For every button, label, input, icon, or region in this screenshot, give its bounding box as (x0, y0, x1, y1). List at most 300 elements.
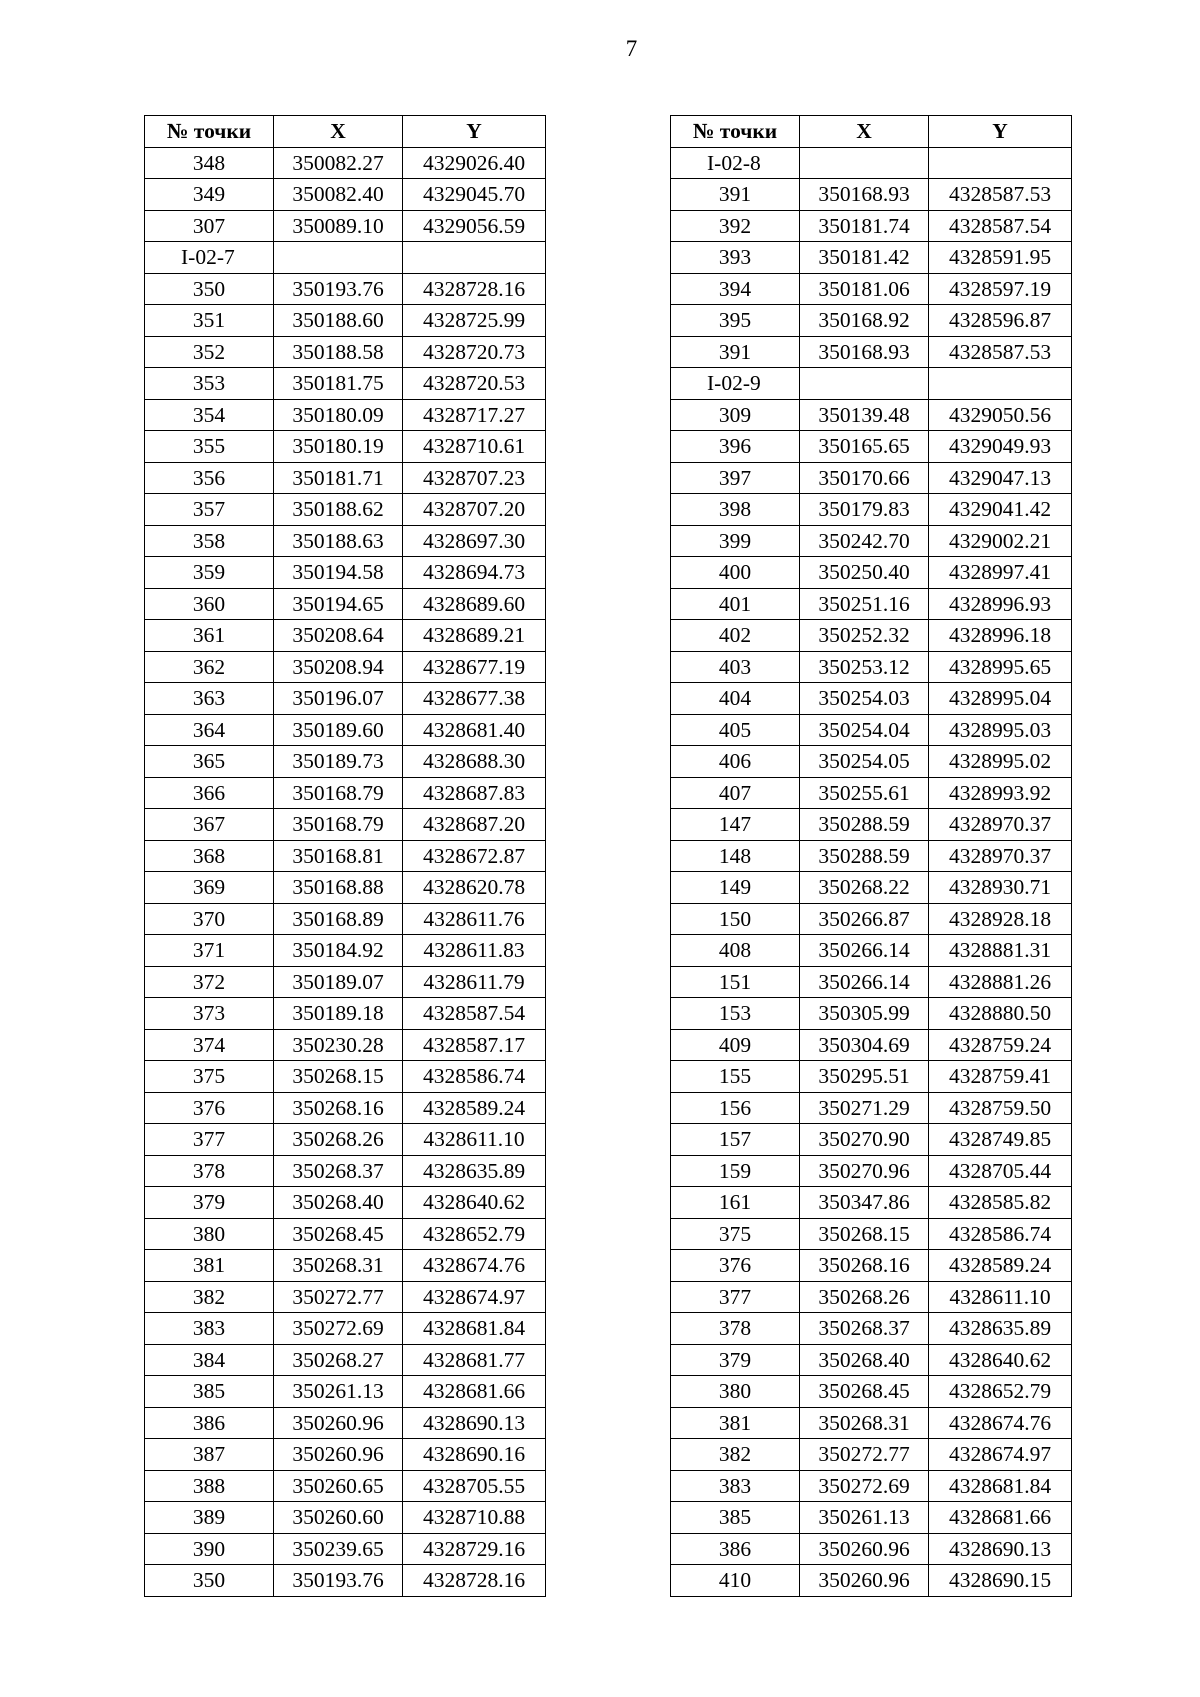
cell-y: 4328690.13 (929, 1533, 1072, 1565)
table-row (145, 809, 546, 841)
cell-y: 4328930.71 (929, 872, 1072, 904)
cell-point-number: 389 (145, 1502, 274, 1534)
cell-x: 350188.60 (274, 305, 403, 337)
cell-y: 4328681.66 (403, 1376, 546, 1408)
cell-x: 350254.03 (800, 683, 929, 715)
coordinates-table-left (144, 115, 546, 1597)
cell-x: 350260.96 (800, 1533, 929, 1565)
table-row (671, 494, 1072, 526)
cell-point-number: 354 (145, 399, 274, 431)
cell-x: 350168.79 (274, 809, 403, 841)
cell-x: 350260.60 (274, 1502, 403, 1534)
cell-x: 350266.14 (800, 966, 929, 998)
cell-point-number: 406 (671, 746, 800, 778)
header-point-number: № точки (671, 116, 800, 148)
header-row (145, 116, 546, 148)
cell-x: 350181.71 (274, 462, 403, 494)
table-row (145, 935, 546, 967)
cell-y: 4329056.59 (403, 210, 546, 242)
table-row (145, 1344, 546, 1376)
cell-point-number: 366 (145, 777, 274, 809)
cell-x: 350268.16 (274, 1092, 403, 1124)
cell-x: 350288.59 (800, 840, 929, 872)
cell-x: 350165.65 (800, 431, 929, 463)
table-row (671, 1124, 1072, 1156)
cell-y: 4328995.02 (929, 746, 1072, 778)
cell-point-number: 382 (145, 1281, 274, 1313)
table-row (671, 1061, 1072, 1093)
table-row (145, 1029, 546, 1061)
table-row (145, 903, 546, 935)
table-row (145, 651, 546, 683)
cell-x: 350194.65 (274, 588, 403, 620)
cell-point-number: 149 (671, 872, 800, 904)
cell-y: 4328707.23 (403, 462, 546, 494)
table-row (671, 1502, 1072, 1534)
cell-point-number: 375 (145, 1061, 274, 1093)
cell-point-number: 373 (145, 998, 274, 1030)
cell-y: 4328587.54 (929, 210, 1072, 242)
cell-point-number: 378 (671, 1313, 800, 1345)
cell-x: 350193.76 (274, 273, 403, 305)
cell-x (274, 242, 403, 274)
cell-x: 350194.58 (274, 557, 403, 589)
table-row (671, 1533, 1072, 1565)
cell-point-number: 147 (671, 809, 800, 841)
cell-y: 4328717.27 (403, 399, 546, 431)
table-row (145, 998, 546, 1030)
cell-point-number: 381 (671, 1407, 800, 1439)
cell-x: 350295.51 (800, 1061, 929, 1093)
table-row (145, 840, 546, 872)
cell-x: 350260.96 (274, 1439, 403, 1471)
cell-y: 4328674.97 (929, 1439, 1072, 1471)
cell-point-number: 356 (145, 462, 274, 494)
cell-point-number: 407 (671, 777, 800, 809)
cell-x: 350168.81 (274, 840, 403, 872)
table-row (671, 1313, 1072, 1345)
cell-y: 4328997.41 (929, 557, 1072, 589)
cell-point-number: 357 (145, 494, 274, 526)
table-row (671, 683, 1072, 715)
cell-y: 4328591.95 (929, 242, 1072, 274)
cell-x: 350260.96 (800, 1565, 929, 1597)
cell-y: 4328674.76 (929, 1407, 1072, 1439)
cell-point-number: 349 (145, 179, 274, 211)
cell-x: 350170.66 (800, 462, 929, 494)
table-row (671, 840, 1072, 872)
table-row (145, 1061, 546, 1093)
cell-y: 4328611.10 (929, 1281, 1072, 1313)
cell-y: 4328690.15 (929, 1565, 1072, 1597)
table-row (145, 462, 546, 494)
cell-x: 350168.93 (800, 179, 929, 211)
cell-x: 350181.74 (800, 210, 929, 242)
cell-y: 4328689.21 (403, 620, 546, 652)
table-row (145, 1533, 546, 1565)
cell-point-number: 376 (145, 1092, 274, 1124)
cell-x: 350260.65 (274, 1470, 403, 1502)
cell-y: 4328586.74 (929, 1218, 1072, 1250)
table-row (671, 809, 1072, 841)
table-row (145, 368, 546, 400)
cell-y: 4328674.97 (403, 1281, 546, 1313)
cell-x: 350268.15 (800, 1218, 929, 1250)
cell-y: 4328597.19 (929, 273, 1072, 305)
table-row (671, 746, 1072, 778)
cell-x: 350268.31 (274, 1250, 403, 1282)
cell-x: 350272.69 (274, 1313, 403, 1345)
table-row (145, 273, 546, 305)
table-row (671, 1155, 1072, 1187)
table-row (671, 336, 1072, 368)
cell-y: 4328995.65 (929, 651, 1072, 683)
cell-point-number: 371 (145, 935, 274, 967)
table-row (671, 1565, 1072, 1597)
cell-x: 350270.96 (800, 1155, 929, 1187)
table-row (145, 1376, 546, 1408)
cell-y (929, 147, 1072, 179)
cell-point-number: 393 (671, 242, 800, 274)
cell-x: 350196.07 (274, 683, 403, 715)
cell-point-number: 385 (671, 1502, 800, 1534)
cell-x: 350181.75 (274, 368, 403, 400)
table-row (671, 1407, 1072, 1439)
cell-y: 4328728.16 (403, 273, 546, 305)
cell-y: 4328996.18 (929, 620, 1072, 652)
table-row (145, 1250, 546, 1282)
header-point-number: № точки (145, 116, 274, 148)
header-x: X (800, 116, 929, 148)
table-row (145, 399, 546, 431)
cell-x: 350193.76 (274, 1565, 403, 1597)
cell-x: 350304.69 (800, 1029, 929, 1061)
cell-x: 350181.42 (800, 242, 929, 274)
cell-y: 4328710.88 (403, 1502, 546, 1534)
table-row (671, 179, 1072, 211)
coordinates-table-right (670, 115, 1072, 1597)
cell-y: 4328677.38 (403, 683, 546, 715)
cell-x: 350188.63 (274, 525, 403, 557)
cell-y: 4328611.76 (403, 903, 546, 935)
cell-y: 4328996.93 (929, 588, 1072, 620)
table-row (145, 1155, 546, 1187)
cell-x: 350168.88 (274, 872, 403, 904)
table-row (671, 1218, 1072, 1250)
cell-x: 350208.94 (274, 651, 403, 683)
table-row (671, 651, 1072, 683)
cell-y: 4328881.31 (929, 935, 1072, 967)
cell-point-number: 384 (145, 1344, 274, 1376)
cell-y: 4328640.62 (929, 1344, 1072, 1376)
table-row (145, 620, 546, 652)
table-row (671, 557, 1072, 589)
cell-point-number: 372 (145, 966, 274, 998)
cell-y: 4328705.44 (929, 1155, 1072, 1187)
cell-x: 350268.16 (800, 1250, 929, 1282)
table-row (671, 1376, 1072, 1408)
cell-point-number: 379 (145, 1187, 274, 1219)
cell-x: 350253.12 (800, 651, 929, 683)
cell-y: 4328681.40 (403, 714, 546, 746)
table-row (671, 777, 1072, 809)
cell-y: 4328729.16 (403, 1533, 546, 1565)
header-row (671, 116, 1072, 148)
cell-y: 4328681.77 (403, 1344, 546, 1376)
cell-x: 350180.19 (274, 431, 403, 463)
cell-y: 4328707.20 (403, 494, 546, 526)
cell-y: 4328677.19 (403, 651, 546, 683)
cell-x: 350261.13 (274, 1376, 403, 1408)
header-y: Y (929, 116, 1072, 148)
cell-point-number: 378 (145, 1155, 274, 1187)
cell-x: 350189.73 (274, 746, 403, 778)
cell-y: 4328635.89 (403, 1155, 546, 1187)
cell-point-number: 362 (145, 651, 274, 683)
group-row (671, 147, 1072, 179)
cell-y: 4328970.37 (929, 840, 1072, 872)
cell-point-number: 391 (671, 179, 800, 211)
cell-point-number: 381 (145, 1250, 274, 1282)
cell-y: 4328587.54 (403, 998, 546, 1030)
table-row (145, 1124, 546, 1156)
group-row (145, 242, 546, 274)
table-row (671, 1029, 1072, 1061)
cell-point-number: 355 (145, 431, 274, 463)
table-row (145, 683, 546, 715)
table-row (671, 462, 1072, 494)
table-row (671, 935, 1072, 967)
cell-x: 350189.07 (274, 966, 403, 998)
cell-x: 350239.65 (274, 1533, 403, 1565)
table-row (145, 305, 546, 337)
table-row (145, 588, 546, 620)
cell-point-number: 309 (671, 399, 800, 431)
cell-x: 350347.86 (800, 1187, 929, 1219)
cell-point-number: 379 (671, 1344, 800, 1376)
cell-y: 4328725.99 (403, 305, 546, 337)
cell-point-number: 367 (145, 809, 274, 841)
cell-point-number: 386 (145, 1407, 274, 1439)
cell-point-number: 353 (145, 368, 274, 400)
cell-y: 4328880.50 (929, 998, 1072, 1030)
cell-y: 4329047.13 (929, 462, 1072, 494)
cell-point-number: 383 (671, 1470, 800, 1502)
table-row (145, 179, 546, 211)
cell-point-number: 365 (145, 746, 274, 778)
cell-point-number: 161 (671, 1187, 800, 1219)
cell-y: 4328687.20 (403, 809, 546, 841)
table-row (145, 525, 546, 557)
table-row (145, 1502, 546, 1534)
cell-y: 4328596.87 (929, 305, 1072, 337)
cell-y: 4328674.76 (403, 1250, 546, 1282)
cell-x: 350305.99 (800, 998, 929, 1030)
cell-x: 350251.16 (800, 588, 929, 620)
cell-x: 350268.45 (274, 1218, 403, 1250)
table-row (145, 210, 546, 242)
cell-x: 350179.83 (800, 494, 929, 526)
cell-point-number: 361 (145, 620, 274, 652)
cell-x: 350270.90 (800, 1124, 929, 1156)
cell-y: 4328585.82 (929, 1187, 1072, 1219)
cell-x: 350268.26 (274, 1124, 403, 1156)
cell-point-number: 348 (145, 147, 274, 179)
table-row (145, 1092, 546, 1124)
cell-point-number: 369 (145, 872, 274, 904)
cell-y: 4328881.26 (929, 966, 1072, 998)
cell-y: 4328759.41 (929, 1061, 1072, 1093)
cell-point-number: 394 (671, 273, 800, 305)
cell-x (800, 147, 929, 179)
cell-x: 350082.27 (274, 147, 403, 179)
table-row (145, 714, 546, 746)
cell-point-number: 351 (145, 305, 274, 337)
cell-point-number: 307 (145, 210, 274, 242)
table-row (671, 903, 1072, 935)
cell-x: 350250.40 (800, 557, 929, 589)
cell-x: 350168.79 (274, 777, 403, 809)
cell-y: 4328928.18 (929, 903, 1072, 935)
cell-point-number: 148 (671, 840, 800, 872)
cell-y: 4328620.78 (403, 872, 546, 904)
table-row (671, 1470, 1072, 1502)
cell-point-number: 400 (671, 557, 800, 589)
cell-point-number: 382 (671, 1439, 800, 1471)
cell-x: 350188.62 (274, 494, 403, 526)
cell-y: 4328690.16 (403, 1439, 546, 1471)
table-row (671, 210, 1072, 242)
cell-point-number: 151 (671, 966, 800, 998)
cell-point-number: 399 (671, 525, 800, 557)
cell-x: 350082.40 (274, 179, 403, 211)
cell-y: 4328640.62 (403, 1187, 546, 1219)
cell-x: 350266.87 (800, 903, 929, 935)
group-label: I-02-8 (671, 147, 800, 179)
cell-point-number: 368 (145, 840, 274, 872)
cell-x: 350268.22 (800, 872, 929, 904)
cell-x: 350268.26 (800, 1281, 929, 1313)
cell-point-number: 385 (145, 1376, 274, 1408)
cell-y: 4328689.60 (403, 588, 546, 620)
cell-x: 350139.48 (800, 399, 929, 431)
cell-y: 4329049.93 (929, 431, 1072, 463)
cell-x: 350230.28 (274, 1029, 403, 1061)
cell-y: 4328681.66 (929, 1502, 1072, 1534)
cell-point-number: 409 (671, 1029, 800, 1061)
cell-x: 350252.32 (800, 620, 929, 652)
cell-y: 4328681.84 (929, 1470, 1072, 1502)
table-row (145, 494, 546, 526)
cell-y (403, 242, 546, 274)
table-row (671, 242, 1072, 274)
cell-x: 350272.77 (274, 1281, 403, 1313)
table-row (145, 1470, 546, 1502)
cell-x: 350089.10 (274, 210, 403, 242)
cell-x: 350255.61 (800, 777, 929, 809)
cell-x: 350184.92 (274, 935, 403, 967)
cell-y: 4328681.84 (403, 1313, 546, 1345)
cell-point-number: 358 (145, 525, 274, 557)
cell-y: 4328589.24 (929, 1250, 1072, 1282)
cell-point-number: 392 (671, 210, 800, 242)
table-row (671, 872, 1072, 904)
cell-point-number: 401 (671, 588, 800, 620)
cell-x: 350188.58 (274, 336, 403, 368)
cell-y: 4328993.92 (929, 777, 1072, 809)
cell-x: 350260.96 (274, 1407, 403, 1439)
cell-y: 4328635.89 (929, 1313, 1072, 1345)
cell-y: 4329050.56 (929, 399, 1072, 431)
table-row (671, 620, 1072, 652)
cell-y: 4329026.40 (403, 147, 546, 179)
cell-y: 4328587.53 (929, 179, 1072, 211)
cell-x: 350261.13 (800, 1502, 929, 1534)
table-row (671, 714, 1072, 746)
header-x: X (274, 116, 403, 148)
cell-x: 350272.77 (800, 1439, 929, 1471)
table-row (145, 1281, 546, 1313)
cell-x: 350271.29 (800, 1092, 929, 1124)
cell-y: 4328652.79 (403, 1218, 546, 1250)
cell-y: 4328589.24 (403, 1092, 546, 1124)
cell-point-number: 350 (145, 273, 274, 305)
table-row (145, 557, 546, 589)
cell-point-number: 402 (671, 620, 800, 652)
cell-x: 350168.89 (274, 903, 403, 935)
cell-point-number: 388 (145, 1470, 274, 1502)
cell-y: 4328697.30 (403, 525, 546, 557)
cell-x: 350268.31 (800, 1407, 929, 1439)
cell-y: 4328688.30 (403, 746, 546, 778)
cell-y: 4328611.83 (403, 935, 546, 967)
table-row (145, 1439, 546, 1471)
cell-point-number: 150 (671, 903, 800, 935)
cell-point-number: 364 (145, 714, 274, 746)
cell-y: 4328694.73 (403, 557, 546, 589)
cell-y: 4328728.16 (403, 1565, 546, 1597)
cell-point-number: 374 (145, 1029, 274, 1061)
cell-y: 4328720.53 (403, 368, 546, 400)
table-row (145, 777, 546, 809)
cell-y: 4329045.70 (403, 179, 546, 211)
cell-y: 4328749.85 (929, 1124, 1072, 1156)
cell-point-number: 386 (671, 1533, 800, 1565)
cell-y: 4328611.10 (403, 1124, 546, 1156)
cell-point-number: 397 (671, 462, 800, 494)
cell-y: 4328759.50 (929, 1092, 1072, 1124)
cell-y: 4328710.61 (403, 431, 546, 463)
cell-y: 4328587.53 (929, 336, 1072, 368)
table-row (145, 336, 546, 368)
cell-x: 350180.09 (274, 399, 403, 431)
cell-y: 4328720.73 (403, 336, 546, 368)
coordinates-body-left (145, 147, 546, 1596)
group-label: I-02-9 (671, 368, 800, 400)
cell-point-number: 390 (145, 1533, 274, 1565)
cell-point-number: 360 (145, 588, 274, 620)
table-row (671, 1344, 1072, 1376)
cell-point-number: 363 (145, 683, 274, 715)
table-row (671, 1250, 1072, 1282)
table-row (671, 525, 1072, 557)
cell-x: 350268.37 (274, 1155, 403, 1187)
cell-y: 4328672.87 (403, 840, 546, 872)
cell-y: 4328995.04 (929, 683, 1072, 715)
cell-y: 4328690.13 (403, 1407, 546, 1439)
cell-point-number: 391 (671, 336, 800, 368)
cell-x: 350288.59 (800, 809, 929, 841)
